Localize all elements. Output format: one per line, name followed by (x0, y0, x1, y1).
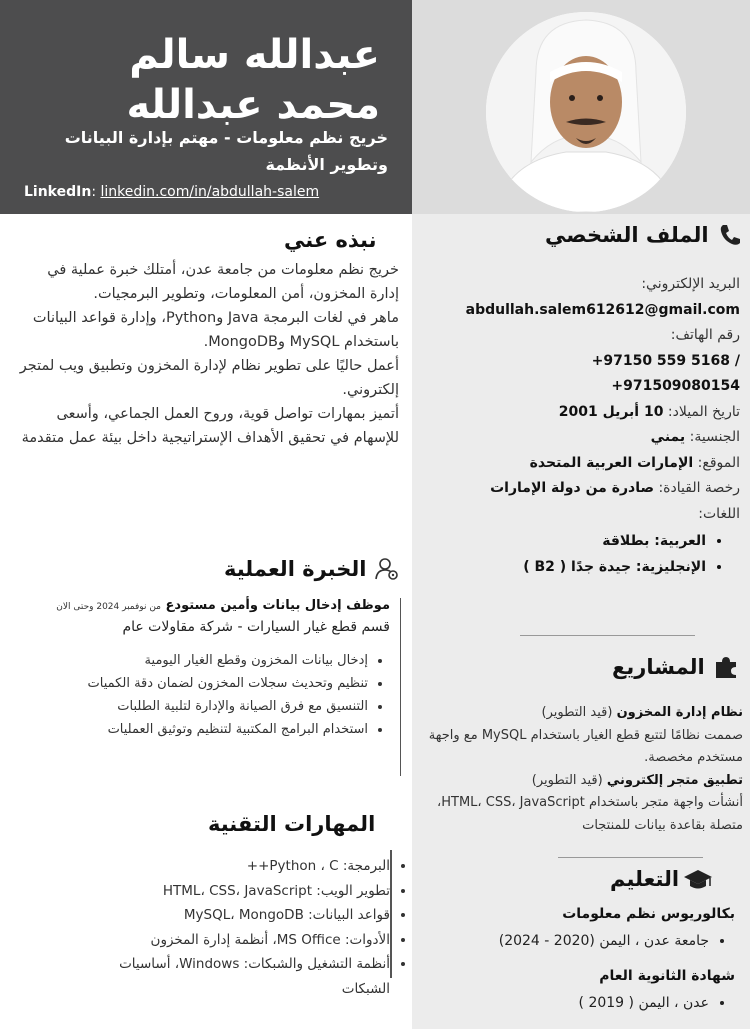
projects-list (415, 702, 750, 837)
skill-item: • البرمجة: Python ، C++ (100, 854, 390, 879)
duty-item: • تنظيم وتحديث سجلات المخزون لضمان دقة الكميات (12, 672, 368, 695)
dob-label: تاريخ الميلاد: (667, 403, 740, 420)
project-item (415, 770, 743, 838)
location-label: الموقع: (697, 454, 740, 471)
project-desc: صممت نظامًا لتتبع قطع الغيار باستخدام MySQL مع واجهة مستخدم مخصصة. (428, 727, 743, 765)
experience-block (12, 598, 401, 776)
about-title: نبذه عني (284, 228, 377, 252)
headline: خريج نظم معلومات - مهتم بإدارة البيانات وتطوير الأنظمة (64, 128, 388, 174)
about-paragraph: أتميز بمهارات تواصل قوية، وروح العمل الجماعي، وأسعى للإسهام في تحقيق الأهداف الإستراتيجية داخل بيئة عمل متقدمة (21, 406, 399, 446)
language-item: • العربية: بطلاقة (420, 529, 706, 555)
languages-list (420, 529, 740, 580)
job-title: موظف إدخال بيانات وأمين مستودع من نوفمبر 2024 وحتى الان (56, 598, 390, 613)
skills-list (100, 854, 416, 1001)
linkedin-line: LinkedIn: linkedin.com/in/abdullah-salem (24, 184, 320, 200)
project-name: تطبيق متجر إلكتروني (606, 772, 743, 788)
skill-item: • قواعد البيانات: MySQL، MongoDB (100, 903, 390, 928)
skill-item: • أنظمة التشغيل والشبكات: Windows، أساسيات الشبكات (100, 952, 390, 1001)
about-paragraph: خريج نظم معلومات من جامعة عدن، أمتلك خبرة عملية في إدارة المخزون، أمن المعلومات، وتطوير البرمجيات. (47, 262, 399, 302)
duty-item: • التنسيق مع فرق الصيانة والإدارة لتلبية الطلبات (12, 695, 368, 718)
about-paragraph: أعمل حاليًا على تطوير نظام لإدارة المخزون وتطبيق ويب لمتجر إلكتروني. (19, 358, 399, 398)
nationality-value: يمني (650, 429, 686, 445)
education-title: التعليم (610, 866, 713, 892)
project-item (415, 702, 743, 770)
email-label: البريد الإلكتروني: (641, 276, 740, 292)
project-desc: أنشأت واجهة متجر باستخدام HTML، CSS، JavaScript، متصلة بقاعدة بيانات للمنتجات (437, 795, 743, 833)
license-value: صادرة من دولة الإمارات (490, 480, 655, 496)
duty-item: • استخدام البرامج المكتبية لتنظيم وتوثيق العمليات (12, 718, 368, 741)
profile-details (420, 272, 740, 580)
project-name: نظام إدارة المخزون (616, 705, 743, 720)
phone-label: رقم الهاتف: (670, 327, 740, 343)
linkedin-label: LinkedIn (24, 184, 92, 200)
project-status: (قيد التطوير) (531, 772, 603, 788)
graduation-cap-icon (687, 866, 713, 892)
job-date: من نوفمبر 2024 وحتى الان (56, 602, 161, 612)
about-text (14, 258, 399, 450)
duties-list (12, 649, 390, 741)
skill-item: • تطوير الويب: HTML، CSS، JavaScript (100, 879, 390, 904)
about-paragraph: ماهر في لغات البرمجة Java وPython، وإدارة قواعد البيانات باستخدام MySQL وMongoDB. (32, 310, 399, 350)
phone-value[interactable]: +97150 559 5168 / (591, 352, 740, 369)
email-value[interactable]: abdullah.salem612612@gmail.com (465, 301, 740, 318)
profile-title: الملف الشخصي (545, 222, 743, 248)
divider (520, 635, 695, 636)
experience-title: الخبرة العملية (224, 556, 400, 582)
language-item: • الإنجليزية: جيدة جدًا ( B2 ) (420, 555, 706, 581)
projects-title: المشاريع (612, 654, 739, 680)
puzzle-icon (713, 654, 739, 680)
phone-value[interactable]: +971509080154 (611, 378, 740, 394)
dob-value: 10 أبريل 2001 (558, 403, 664, 420)
user-settings-icon (374, 556, 400, 582)
company: قسم قطع غيار السيارات - شركة مقاولات عام (122, 619, 390, 635)
phone-icon (717, 222, 743, 248)
education-block (430, 906, 735, 1014)
full-name: عبدالله سالم محمد عبدالله (126, 32, 380, 128)
nationality-label: الجنسية: (689, 429, 740, 445)
degree-detail: • جامعة عدن ، اليمن (2020 - 2024) (430, 930, 709, 952)
profile-photo (486, 12, 686, 212)
skill-item: • الأدوات: MS Office، أنظمة إدارة المخزون (100, 928, 390, 953)
license-label: رخصة القيادة: (658, 480, 740, 496)
skills-title: المهارات التقنية (208, 812, 376, 836)
project-status: (قيد التطوير) (541, 705, 613, 720)
languages-label: اللغات: (698, 505, 740, 522)
divider (558, 857, 703, 858)
degree-detail: • عدن ، اليمن ( 2019 ) (430, 992, 709, 1014)
duty-item: • إدخال بيانات المخزون وقطع الغيار اليومية (12, 649, 368, 672)
degree: شهادة الثانوية العام (599, 968, 735, 984)
linkedin-link[interactable]: linkedin.com/in/abdullah-salem (100, 184, 320, 200)
degree: بكالوريوس نظم معلومات (562, 906, 735, 922)
location-value: الإمارات العربية المتحدة (529, 454, 694, 471)
